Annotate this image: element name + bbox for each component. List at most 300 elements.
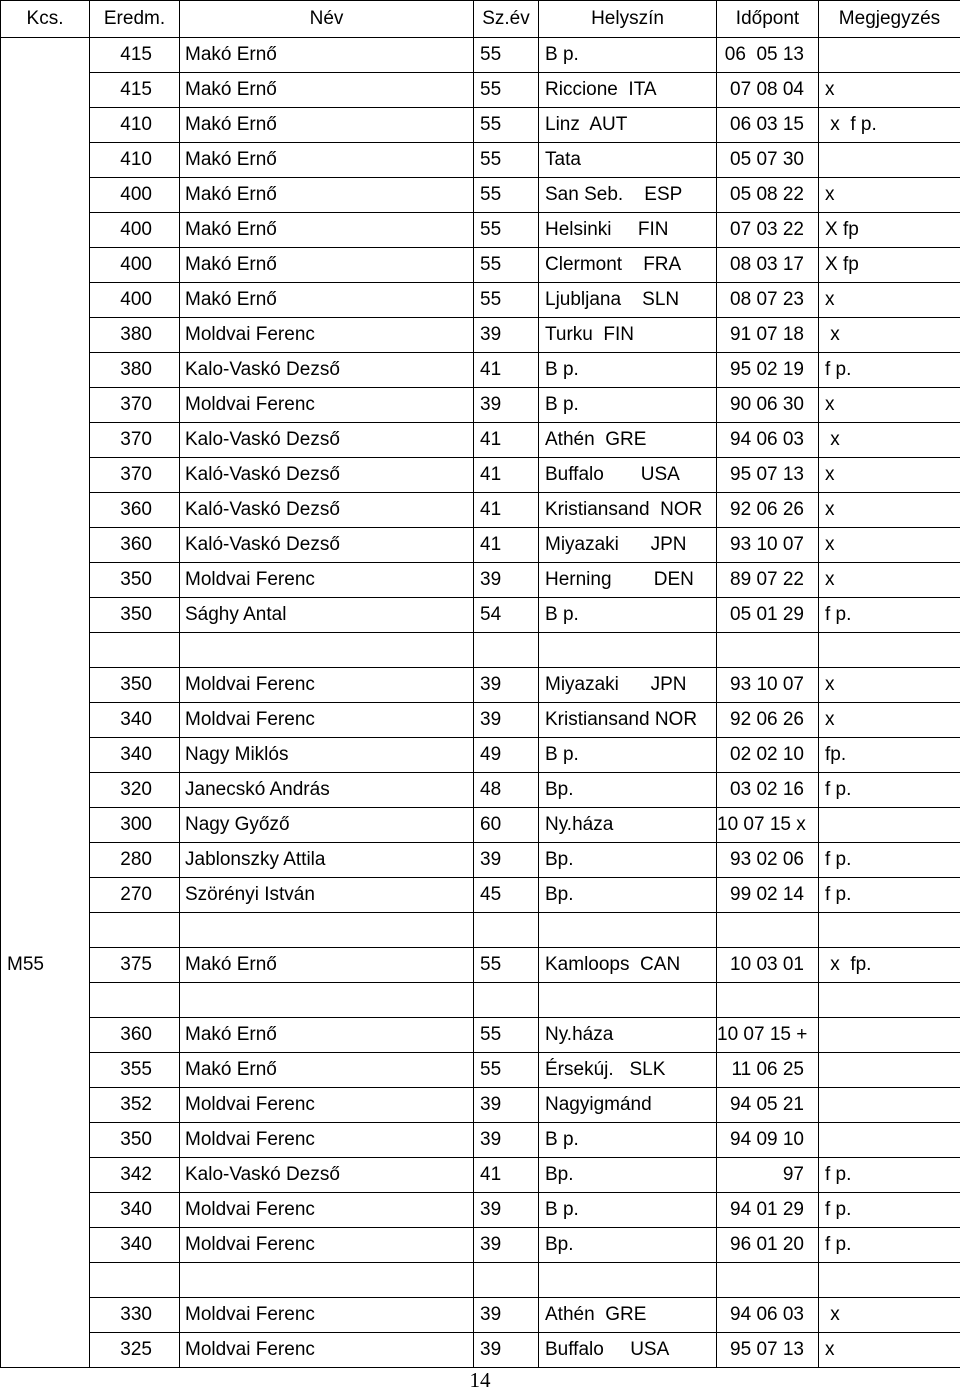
cell-nev: Kaló-Vaskó Dezső [180, 458, 474, 493]
table-body [1, 38, 960, 1368]
cell-eredm: 352 [90, 1088, 180, 1123]
cell-szev: 41 [474, 423, 539, 458]
cell-szev: 55 [474, 1018, 539, 1053]
cell-eredm: 400 [90, 248, 180, 283]
cell-kcs [1, 458, 90, 493]
cell-szev: 39 [474, 1123, 539, 1158]
cell-szev: 55 [474, 213, 539, 248]
cell-eredm: 400 [90, 178, 180, 213]
cell-szev: 55 [474, 283, 539, 318]
cell-kcs [1, 143, 90, 178]
cell-helyszin: Miyazaki JPN [539, 668, 717, 703]
header-szev: Sz.év [474, 1, 539, 38]
cell-nev: Kalo-Vaskó Dezső [180, 1158, 474, 1193]
cell-eredm: 410 [90, 143, 180, 178]
cell-kcs [1, 178, 90, 213]
cell-eredm: 370 [90, 458, 180, 493]
cell-megjegyzes [819, 808, 960, 843]
cell-megjegyzes: f p. [819, 1193, 960, 1228]
cell-kcs [1, 983, 90, 1018]
cell-megjegyzes: f p. [819, 353, 960, 388]
cell-szev [474, 983, 539, 1018]
cell-helyszin: Ny.háza [539, 1018, 717, 1053]
cell-idopont: 93 02 06 [717, 843, 819, 878]
table-row [1, 563, 960, 598]
cell-kcs [1, 1123, 90, 1158]
table-row [1, 38, 960, 73]
cell-nev: Szörényi István [180, 878, 474, 913]
cell-nev: Moldvai Ferenc [180, 388, 474, 423]
cell-eredm: 410 [90, 108, 180, 143]
cell-szev: 55 [474, 108, 539, 143]
cell-kcs [1, 633, 90, 668]
cell-nev: Kalo-Vaskó Dezső [180, 423, 474, 458]
cell-eredm: 340 [90, 738, 180, 773]
cell-nev: Kaló-Vaskó Dezső [180, 493, 474, 528]
header-eredm: Eredm. [90, 1, 180, 38]
table-row [1, 318, 960, 353]
table-row [1, 983, 960, 1018]
cell-nev: Nagy Miklós [180, 738, 474, 773]
cell-nev: Kalo-Vaskó Dezső [180, 353, 474, 388]
cell-megjegyzes: f p. [819, 773, 960, 808]
table-row [1, 493, 960, 528]
cell-megjegyzes [819, 633, 960, 668]
page-number: 14 [0, 1368, 960, 1393]
table-row [1, 388, 960, 423]
table-row [1, 598, 960, 633]
cell-idopont: 06 05 13 [717, 38, 819, 73]
cell-helyszin [539, 983, 717, 1018]
cell-eredm [90, 1263, 180, 1298]
cell-szev: 39 [474, 668, 539, 703]
cell-kcs [1, 878, 90, 913]
cell-kcs [1, 353, 90, 388]
cell-kcs [1, 1333, 90, 1368]
cell-eredm: 350 [90, 563, 180, 598]
cell-nev: Makó Ernő [180, 73, 474, 108]
cell-eredm: 370 [90, 423, 180, 458]
cell-szev: 48 [474, 773, 539, 808]
cell-megjegyzes: x [819, 458, 960, 493]
table-row [1, 178, 960, 213]
cell-megjegyzes: f p. [819, 1228, 960, 1263]
cell-szev: 45 [474, 878, 539, 913]
cell-idopont: 07 03 22 [717, 213, 819, 248]
cell-nev: Makó Ernő [180, 38, 474, 73]
cell-kcs [1, 493, 90, 528]
cell-szev: 39 [474, 1228, 539, 1263]
cell-szev: 55 [474, 38, 539, 73]
cell-nev [180, 913, 474, 948]
cell-megjegyzes: x [819, 73, 960, 108]
table-row [1, 528, 960, 563]
cell-megjegyzes: x [819, 318, 960, 353]
cell-idopont: 94 01 29 [717, 1193, 819, 1228]
cell-idopont: 10 03 01 [717, 948, 819, 983]
table-row [1, 913, 960, 948]
cell-megjegyzes: x [819, 1333, 960, 1368]
cell-helyszin: Turku FIN [539, 318, 717, 353]
cell-szev: 39 [474, 843, 539, 878]
cell-megjegyzes: X fp [819, 248, 960, 283]
cell-eredm: 340 [90, 1193, 180, 1228]
cell-kcs [1, 1018, 90, 1053]
cell-helyszin [539, 1263, 717, 1298]
cell-nev: Moldvai Ferenc [180, 1123, 474, 1158]
cell-eredm [90, 633, 180, 668]
cell-idopont: 94 06 03 [717, 423, 819, 458]
cell-idopont: 91 07 18 [717, 318, 819, 353]
cell-szev: 39 [474, 563, 539, 598]
cell-nev: Moldvai Ferenc [180, 1333, 474, 1368]
cell-szev: 41 [474, 493, 539, 528]
cell-nev: Makó Ernő [180, 283, 474, 318]
cell-szev: 41 [474, 528, 539, 563]
cell-szev: 55 [474, 248, 539, 283]
table-row [1, 1158, 960, 1193]
cell-eredm: 380 [90, 318, 180, 353]
cell-nev: Janecskó András [180, 773, 474, 808]
cell-helyszin: B p. [539, 388, 717, 423]
cell-helyszin: Ny.háza [539, 808, 717, 843]
cell-eredm: 400 [90, 213, 180, 248]
cell-helyszin: Buffalo USA [539, 458, 717, 493]
cell-kcs [1, 248, 90, 283]
header-kcs: Kcs. [1, 1, 90, 38]
cell-megjegyzes: f p. [819, 878, 960, 913]
cell-megjegyzes: x fp. [819, 948, 960, 983]
cell-helyszin [539, 913, 717, 948]
cell-nev: Moldvai Ferenc [180, 318, 474, 353]
cell-nev: Moldvai Ferenc [180, 1088, 474, 1123]
cell-megjegyzes [819, 983, 960, 1018]
cell-szev: 55 [474, 1053, 539, 1088]
cell-idopont: 93 10 07 [717, 668, 819, 703]
cell-szev: 39 [474, 1333, 539, 1368]
cell-helyszin: Ljubljana SLN [539, 283, 717, 318]
cell-eredm: 370 [90, 388, 180, 423]
cell-megjegyzes [819, 143, 960, 178]
cell-idopont [717, 633, 819, 668]
header-megjegyzes: Megjegyzés [819, 1, 960, 38]
table-row [1, 878, 960, 913]
cell-megjegyzes [819, 38, 960, 73]
cell-szev: 55 [474, 178, 539, 213]
cell-nev: Moldvai Ferenc [180, 1193, 474, 1228]
cell-idopont: 94 05 21 [717, 1088, 819, 1123]
cell-kcs [1, 318, 90, 353]
cell-szev [474, 1263, 539, 1298]
cell-helyszin: Bp. [539, 1228, 717, 1263]
cell-kcs [1, 213, 90, 248]
cell-szev [474, 913, 539, 948]
cell-kcs [1, 1088, 90, 1123]
cell-eredm: 325 [90, 1333, 180, 1368]
header-nev: Név [180, 1, 474, 38]
cell-nev: Nagy Győző [180, 808, 474, 843]
cell-kcs [1, 38, 90, 73]
cell-helyszin: B p. [539, 598, 717, 633]
cell-kcs [1, 1193, 90, 1228]
cell-megjegyzes: x [819, 178, 960, 213]
cell-megjegyzes: x f p. [819, 108, 960, 143]
cell-helyszin: B p. [539, 738, 717, 773]
cell-szev: 39 [474, 1088, 539, 1123]
cell-szev: 55 [474, 143, 539, 178]
cell-helyszin: Athén GRE [539, 423, 717, 458]
cell-megjegyzes: x [819, 563, 960, 598]
cell-helyszin: Herning DEN [539, 563, 717, 598]
cell-eredm: 340 [90, 703, 180, 738]
cell-nev: Makó Ernő [180, 178, 474, 213]
cell-eredm: 330 [90, 1298, 180, 1333]
table-row [1, 948, 960, 983]
table-row [1, 1333, 960, 1368]
cell-megjegyzes [819, 1123, 960, 1158]
table-row [1, 808, 960, 843]
cell-nev [180, 1263, 474, 1298]
cell-megjegyzes: x [819, 668, 960, 703]
cell-nev [180, 983, 474, 1018]
cell-kcs [1, 598, 90, 633]
cell-idopont: 94 06 03 [717, 1298, 819, 1333]
cell-megjegyzes [819, 1263, 960, 1298]
cell-nev: Kaló-Vaskó Dezső [180, 528, 474, 563]
cell-kcs [1, 738, 90, 773]
cell-helyszin: Athén GRE [539, 1298, 717, 1333]
cell-nev: Moldvai Ferenc [180, 1228, 474, 1263]
table-row [1, 248, 960, 283]
cell-nev: Moldvai Ferenc [180, 668, 474, 703]
cell-megjegyzes [819, 913, 960, 948]
table-row [1, 1088, 960, 1123]
cell-kcs [1, 1228, 90, 1263]
cell-megjegyzes: x [819, 388, 960, 423]
cell-idopont: 08 07 23 [717, 283, 819, 318]
table-row [1, 1018, 960, 1053]
cell-helyszin: Tata [539, 143, 717, 178]
cell-helyszin: Kristiansand NOR [539, 703, 717, 738]
cell-nev: Moldvai Ferenc [180, 703, 474, 738]
cell-helyszin: San Seb. ESP [539, 178, 717, 213]
cell-idopont: 10 07 15 x [717, 808, 819, 843]
table-row [1, 633, 960, 668]
table-row [1, 458, 960, 493]
cell-idopont: 03 02 16 [717, 773, 819, 808]
table-row [1, 108, 960, 143]
cell-kcs [1, 808, 90, 843]
cell-megjegyzes [819, 1053, 960, 1088]
header-helyszin: Helyszín [539, 1, 717, 38]
cell-eredm: 350 [90, 668, 180, 703]
cell-idopont: 05 08 22 [717, 178, 819, 213]
cell-helyszin: B p. [539, 353, 717, 388]
cell-nev: Jablonszky Attila [180, 843, 474, 878]
cell-kcs [1, 1158, 90, 1193]
cell-szev: 41 [474, 458, 539, 493]
table-row [1, 773, 960, 808]
cell-kcs [1, 913, 90, 948]
cell-nev: Makó Ernő [180, 1053, 474, 1088]
cell-eredm [90, 913, 180, 948]
cell-eredm: 350 [90, 598, 180, 633]
cell-helyszin: B p. [539, 1123, 717, 1158]
header-row [1, 1, 960, 38]
cell-szev: 41 [474, 353, 539, 388]
cell-helyszin: B p. [539, 38, 717, 73]
cell-nev: Makó Ernő [180, 143, 474, 178]
cell-szev: 39 [474, 1193, 539, 1228]
cell-helyszin: Kamloops CAN [539, 948, 717, 983]
cell-eredm: 340 [90, 1228, 180, 1263]
cell-szev: 55 [474, 73, 539, 108]
cell-nev: Moldvai Ferenc [180, 563, 474, 598]
cell-megjegyzes: f p. [819, 598, 960, 633]
cell-eredm: 355 [90, 1053, 180, 1088]
cell-helyszin: Miyazaki JPN [539, 528, 717, 563]
cell-kcs [1, 73, 90, 108]
cell-helyszin: Bp. [539, 1158, 717, 1193]
cell-idopont: 99 02 14 [717, 878, 819, 913]
cell-idopont: 89 07 22 [717, 563, 819, 598]
cell-szev: 39 [474, 318, 539, 353]
cell-idopont [717, 983, 819, 1018]
cell-idopont: 06 03 15 [717, 108, 819, 143]
cell-helyszin: Kristiansand NOR [539, 493, 717, 528]
cell-eredm: 400 [90, 283, 180, 318]
cell-idopont [717, 913, 819, 948]
cell-helyszin: Bp. [539, 843, 717, 878]
cell-nev: Makó Ernő [180, 213, 474, 248]
cell-megjegyzes: x [819, 423, 960, 458]
table-row [1, 1053, 960, 1088]
cell-kcs [1, 1053, 90, 1088]
cell-eredm: 375 [90, 948, 180, 983]
cell-szev: 39 [474, 388, 539, 423]
cell-eredm: 415 [90, 38, 180, 73]
cell-eredm: 415 [90, 73, 180, 108]
cell-idopont: 94 09 10 [717, 1123, 819, 1158]
cell-szev: 60 [474, 808, 539, 843]
cell-helyszin: Nagyigmánd [539, 1088, 717, 1123]
cell-nev: Sághy Antal [180, 598, 474, 633]
cell-nev: Makó Ernő [180, 1018, 474, 1053]
cell-megjegyzes: x [819, 493, 960, 528]
cell-eredm: 380 [90, 353, 180, 388]
table-row [1, 283, 960, 318]
cell-eredm: 350 [90, 1123, 180, 1158]
table-row [1, 1123, 960, 1158]
table-row [1, 1298, 960, 1333]
cell-idopont: 11 06 25 [717, 1053, 819, 1088]
cell-eredm: 320 [90, 773, 180, 808]
cell-szev [474, 633, 539, 668]
cell-idopont: 96 01 20 [717, 1228, 819, 1263]
cell-eredm: 270 [90, 878, 180, 913]
cell-helyszin: Bp. [539, 878, 717, 913]
cell-megjegyzes: x [819, 528, 960, 563]
cell-kcs [1, 108, 90, 143]
table-row [1, 843, 960, 878]
cell-helyszin: Érsekúj. SLK [539, 1053, 717, 1088]
cell-eredm: 360 [90, 493, 180, 528]
cell-eredm: 360 [90, 1018, 180, 1053]
cell-kcs [1, 1298, 90, 1333]
cell-idopont: 95 07 13 [717, 458, 819, 493]
table-row [1, 703, 960, 738]
cell-helyszin: Bp. [539, 773, 717, 808]
cell-idopont: 05 07 30 [717, 143, 819, 178]
header-idopont: Időpont [717, 1, 819, 38]
cell-eredm: 342 [90, 1158, 180, 1193]
cell-szev: 55 [474, 948, 539, 983]
cell-kcs [1, 1263, 90, 1298]
cell-idopont: 92 06 26 [717, 493, 819, 528]
cell-eredm: 360 [90, 528, 180, 563]
cell-idopont [717, 1263, 819, 1298]
cell-megjegyzes: f p. [819, 843, 960, 878]
cell-helyszin: B p. [539, 1193, 717, 1228]
cell-kcs [1, 528, 90, 563]
table-row [1, 668, 960, 703]
cell-idopont: 95 07 13 [717, 1333, 819, 1368]
cell-kcs [1, 668, 90, 703]
cell-megjegyzes: f p. [819, 1158, 960, 1193]
cell-idopont: 93 10 07 [717, 528, 819, 563]
cell-nev: Makó Ernő [180, 248, 474, 283]
cell-megjegyzes: fp. [819, 738, 960, 773]
table-row [1, 73, 960, 108]
cell-megjegyzes: X fp [819, 213, 960, 248]
cell-nev: Makó Ernő [180, 948, 474, 983]
cell-eredm: 300 [90, 808, 180, 843]
cell-megjegyzes: x [819, 703, 960, 738]
cell-helyszin: Linz AUT [539, 108, 717, 143]
cell-eredm [90, 983, 180, 1018]
cell-helyszin [539, 633, 717, 668]
cell-megjegyzes [819, 1088, 960, 1123]
cell-idopont: 92 06 26 [717, 703, 819, 738]
cell-nev: Moldvai Ferenc [180, 1298, 474, 1333]
table-row [1, 423, 960, 458]
cell-idopont: 10 07 15 + [717, 1018, 819, 1053]
cell-nev: Makó Ernő [180, 108, 474, 143]
cell-szev: 49 [474, 738, 539, 773]
cell-helyszin: Buffalo USA [539, 1333, 717, 1368]
table-row [1, 213, 960, 248]
table-row [1, 738, 960, 773]
cell-idopont: 05 01 29 [717, 598, 819, 633]
cell-kcs [1, 388, 90, 423]
table-row [1, 1193, 960, 1228]
cell-idopont: 02 02 10 [717, 738, 819, 773]
cell-helyszin: Helsinki FIN [539, 213, 717, 248]
cell-helyszin: Clermont FRA [539, 248, 717, 283]
cell-eredm: 280 [90, 843, 180, 878]
table-row [1, 1228, 960, 1263]
cell-kcs [1, 703, 90, 738]
cell-kcs [1, 423, 90, 458]
cell-szev: 39 [474, 703, 539, 738]
cell-megjegyzes [819, 1018, 960, 1053]
cell-helyszin: Riccione ITA [539, 73, 717, 108]
cell-szev: 39 [474, 1298, 539, 1333]
cell-kcs [1, 563, 90, 598]
cell-idopont: 90 06 30 [717, 388, 819, 423]
cell-kcs [1, 843, 90, 878]
cell-idopont: 08 03 17 [717, 248, 819, 283]
